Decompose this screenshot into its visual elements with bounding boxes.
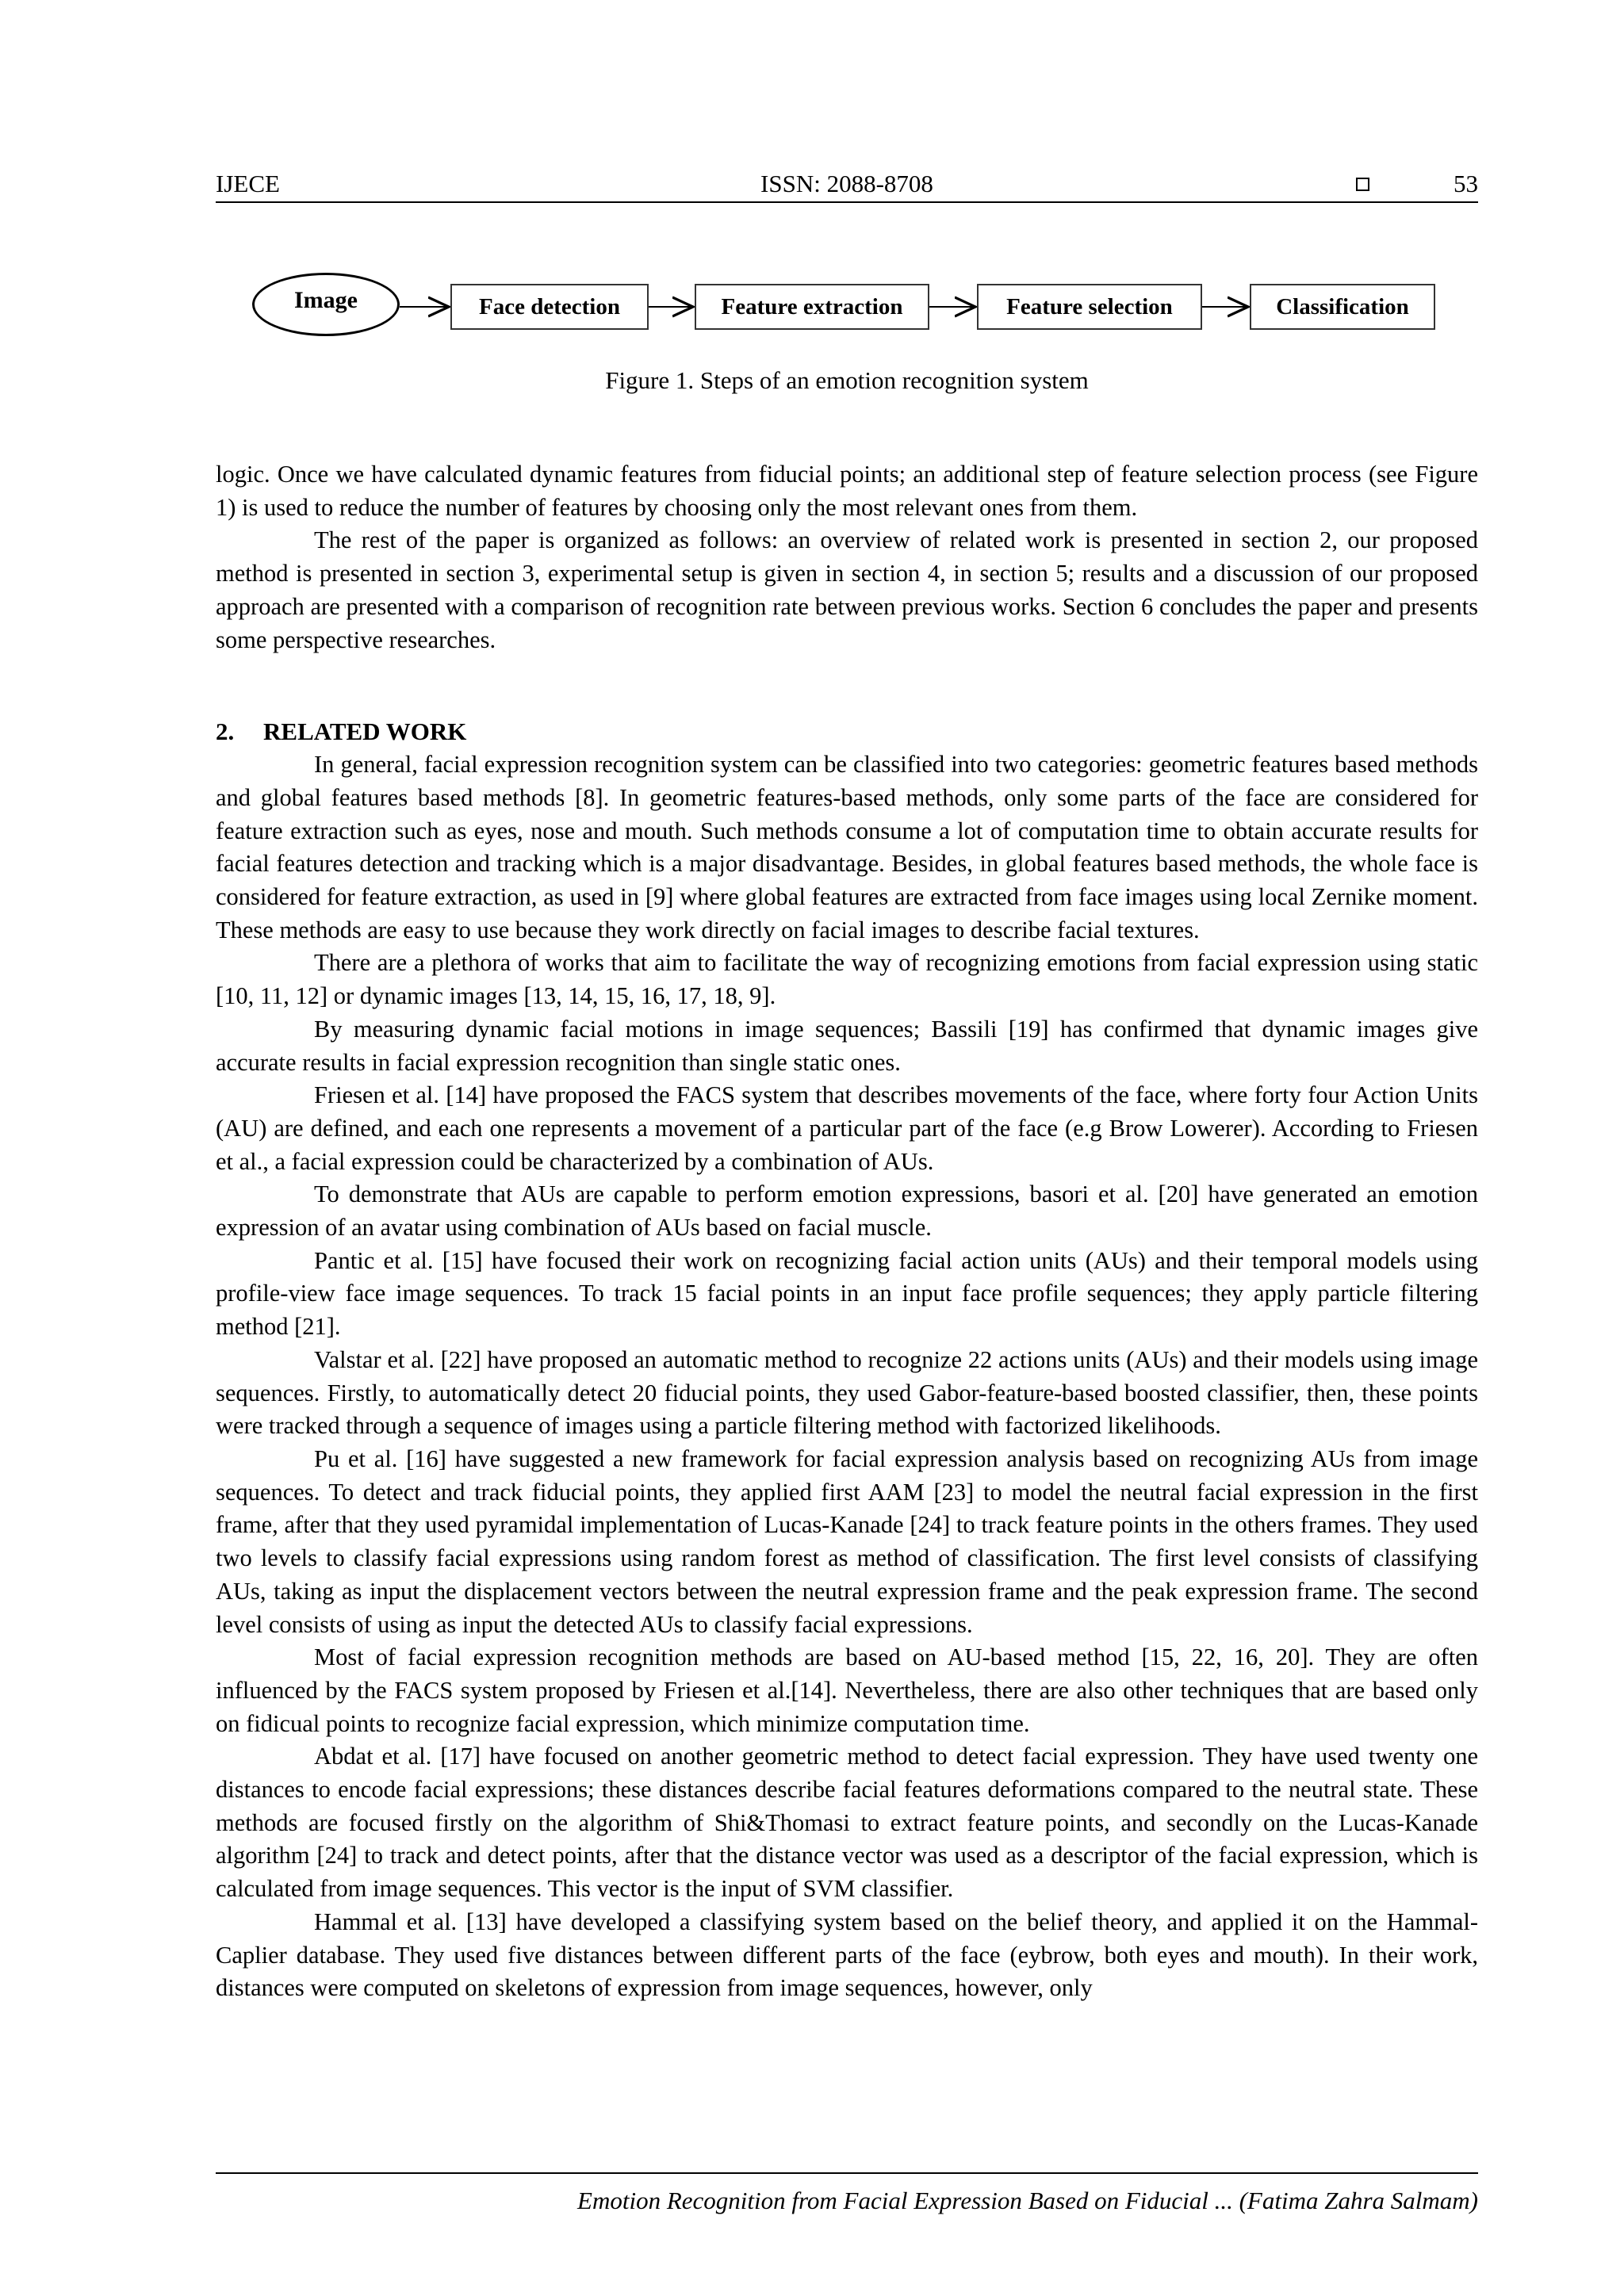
paragraph: Abdat et al. [17] have focused on another geometric method to detect facial expression. They have used twenty one distances to encode facial expressions; these distances describe facial features deformations compared to the neutral state. These methods are focused firstly on the algorithm of Shi&Thomasi to extract feature points, and secondly on the Lucas-Kanade algorithm [24] to track and detect points, after that the distance vector was used as a descriptor of the facial expression, which is calculated from image sequences. This vector is the input of SVM classifier. xyxy=(216,1743,1478,1903)
node-classification: Classification xyxy=(1250,284,1435,330)
section-number: 2. xyxy=(216,718,235,746)
header-rule xyxy=(216,201,1478,203)
paragraph: Pantic et al. [15] have focused their work on recognizing facial action units (AUs) and their temporal models using profile-view face image sequences. To track 15 facial points in an input face profile sequences; they apply particle filtering method [21]. xyxy=(216,1246,1478,1341)
paragraph: To demonstrate that AUs are capable to perform emotion expressions, basori et al. [20] have generated an emotion expression of an avatar using combination of AUs based on facial muscle. xyxy=(216,1181,1478,1242)
section-heading xyxy=(216,715,1478,748)
node-face-detection: Face detection xyxy=(450,284,649,330)
paragraph: Valstar et al. [22] have proposed an automatic method to recognize 22 actions units (AUs) and their models using image sequences. Firstly, to automatically detect 20 fiducial points, they used Gabor-feature-based boosted classifier, then, these points were tracked through a sequence of images using a particle filtering method with factorized likelihoods. xyxy=(216,1345,1478,1440)
page-number: 53 xyxy=(1454,170,1478,197)
paragraph: Most of facial expression recognition methods are based on AU-based method [15, 22, 16, 20]. They are often influenced by the FACS system proposed by Friesen et al.[14]. Nevertheless, there are also other techniques that are based only on fidicual points to recognize facial expression, which minimize computation time. xyxy=(216,1644,1478,1737)
paragraph: There are a plethora of works that aim to facilitate the way of recognizing emotions from facial expression using static [10, 11, 12] or dynamic images [13, 14, 15, 16, 17, 18, 9]. xyxy=(216,949,1478,1010)
main-text xyxy=(216,458,1478,2005)
paragraph: By measuring dynamic facial motions in image sequences; Bassili [19] has confirmed that dynamic images give accurate results in facial expression recognition than single static ones. xyxy=(216,1015,1478,1076)
paragraph: Hammal et al. [13] have developed a classifying system based on the belief theory, and applied it on the Hammal-Caplier database. They used five distances between different parts of the face (eybrow, both eyes and mouth). In their work, distances were computed on skeletons of expression from image sequences, however, only xyxy=(216,1908,1478,2002)
node-image: Image xyxy=(252,273,400,336)
paragraph: Pu et al. [16] have suggested a new framework for facial expression analysis based on recognizing AUs from image sequences. To detect and track fiducial points, they applied first AAM [23] to model the neutral facial expression in the first frame, after that they used pyramidal implementation of Lucas-Kanade [24] to track feature points in the others frames. They used two levels to classify facial expressions using random forest as method of classification. The first level consists of classifying AUs, taking as input the displacement vectors between the neutral expression frame and the peak expression frame. The second level consists of using as input the detected AUs to classify facial expressions. xyxy=(216,1445,1478,1638)
running-title: Emotion Recognition from Facial Expression Based on Fiducial ... (Fatima Zahra Salmam) xyxy=(577,2187,1478,2214)
issn: ISSN: 2088-8708 xyxy=(760,170,933,197)
journal-name: IJECE xyxy=(216,170,280,197)
node-feature-selection: Feature selection xyxy=(977,284,1202,330)
square-icon xyxy=(1356,178,1369,191)
node-feature-extraction: Feature extraction xyxy=(695,284,929,330)
footer-rule xyxy=(216,2172,1478,2174)
figure-caption: Figure 1. Steps of an emotion recognition system xyxy=(605,366,1089,394)
paragraph: In general, facial expression recognition system can be classified into two categories: geometric features based methods and global features based methods [8]. In geometric features-based methods, only some parts of the face are considered for feature extraction such as eyes, nose and mouth. Such methods consume a lot of computation time to obtain accurate results for facial features detection and tracking which is a major disadvantage. Besides, in global features based methods, the whole face is considered for feature extraction, as used in [9] where global features are extracted from face images using local Zernike moment. These methods are easy to use because they work directly on facial images to describe facial textures. xyxy=(216,751,1478,943)
paragraph: logic. Once we have calculated dynamic features from fiducial points; an additional step of feature selection process (see Figure 1) is used to reduce the number of features by choosing only the most relevant ones from them. xyxy=(216,461,1478,521)
figure-1-flowchart xyxy=(252,270,1442,349)
section-title: RELATED WORK xyxy=(263,718,467,746)
page-header xyxy=(216,166,1478,201)
paragraph: The rest of the paper is organized as follows: an overview of related work is presented in section 2, our proposed method is presented in section 3, experimental setup is given in section 4, in section 5; results and a discussion of our proposed approach are presented with a comparison of recognition rate between previous works. Section 6 concludes the paper and presents some perspective researches. xyxy=(216,526,1478,653)
paragraph: Friesen et al. [14] have proposed the FACS system that describes movements of the face, where forty four Action Units (AU) are defined, and each one represents a movement of a particular part of the face (e.g Brow Lowerer). According to Friesen et al., a facial expression could be characterized by a combination of AUs. xyxy=(216,1081,1478,1175)
